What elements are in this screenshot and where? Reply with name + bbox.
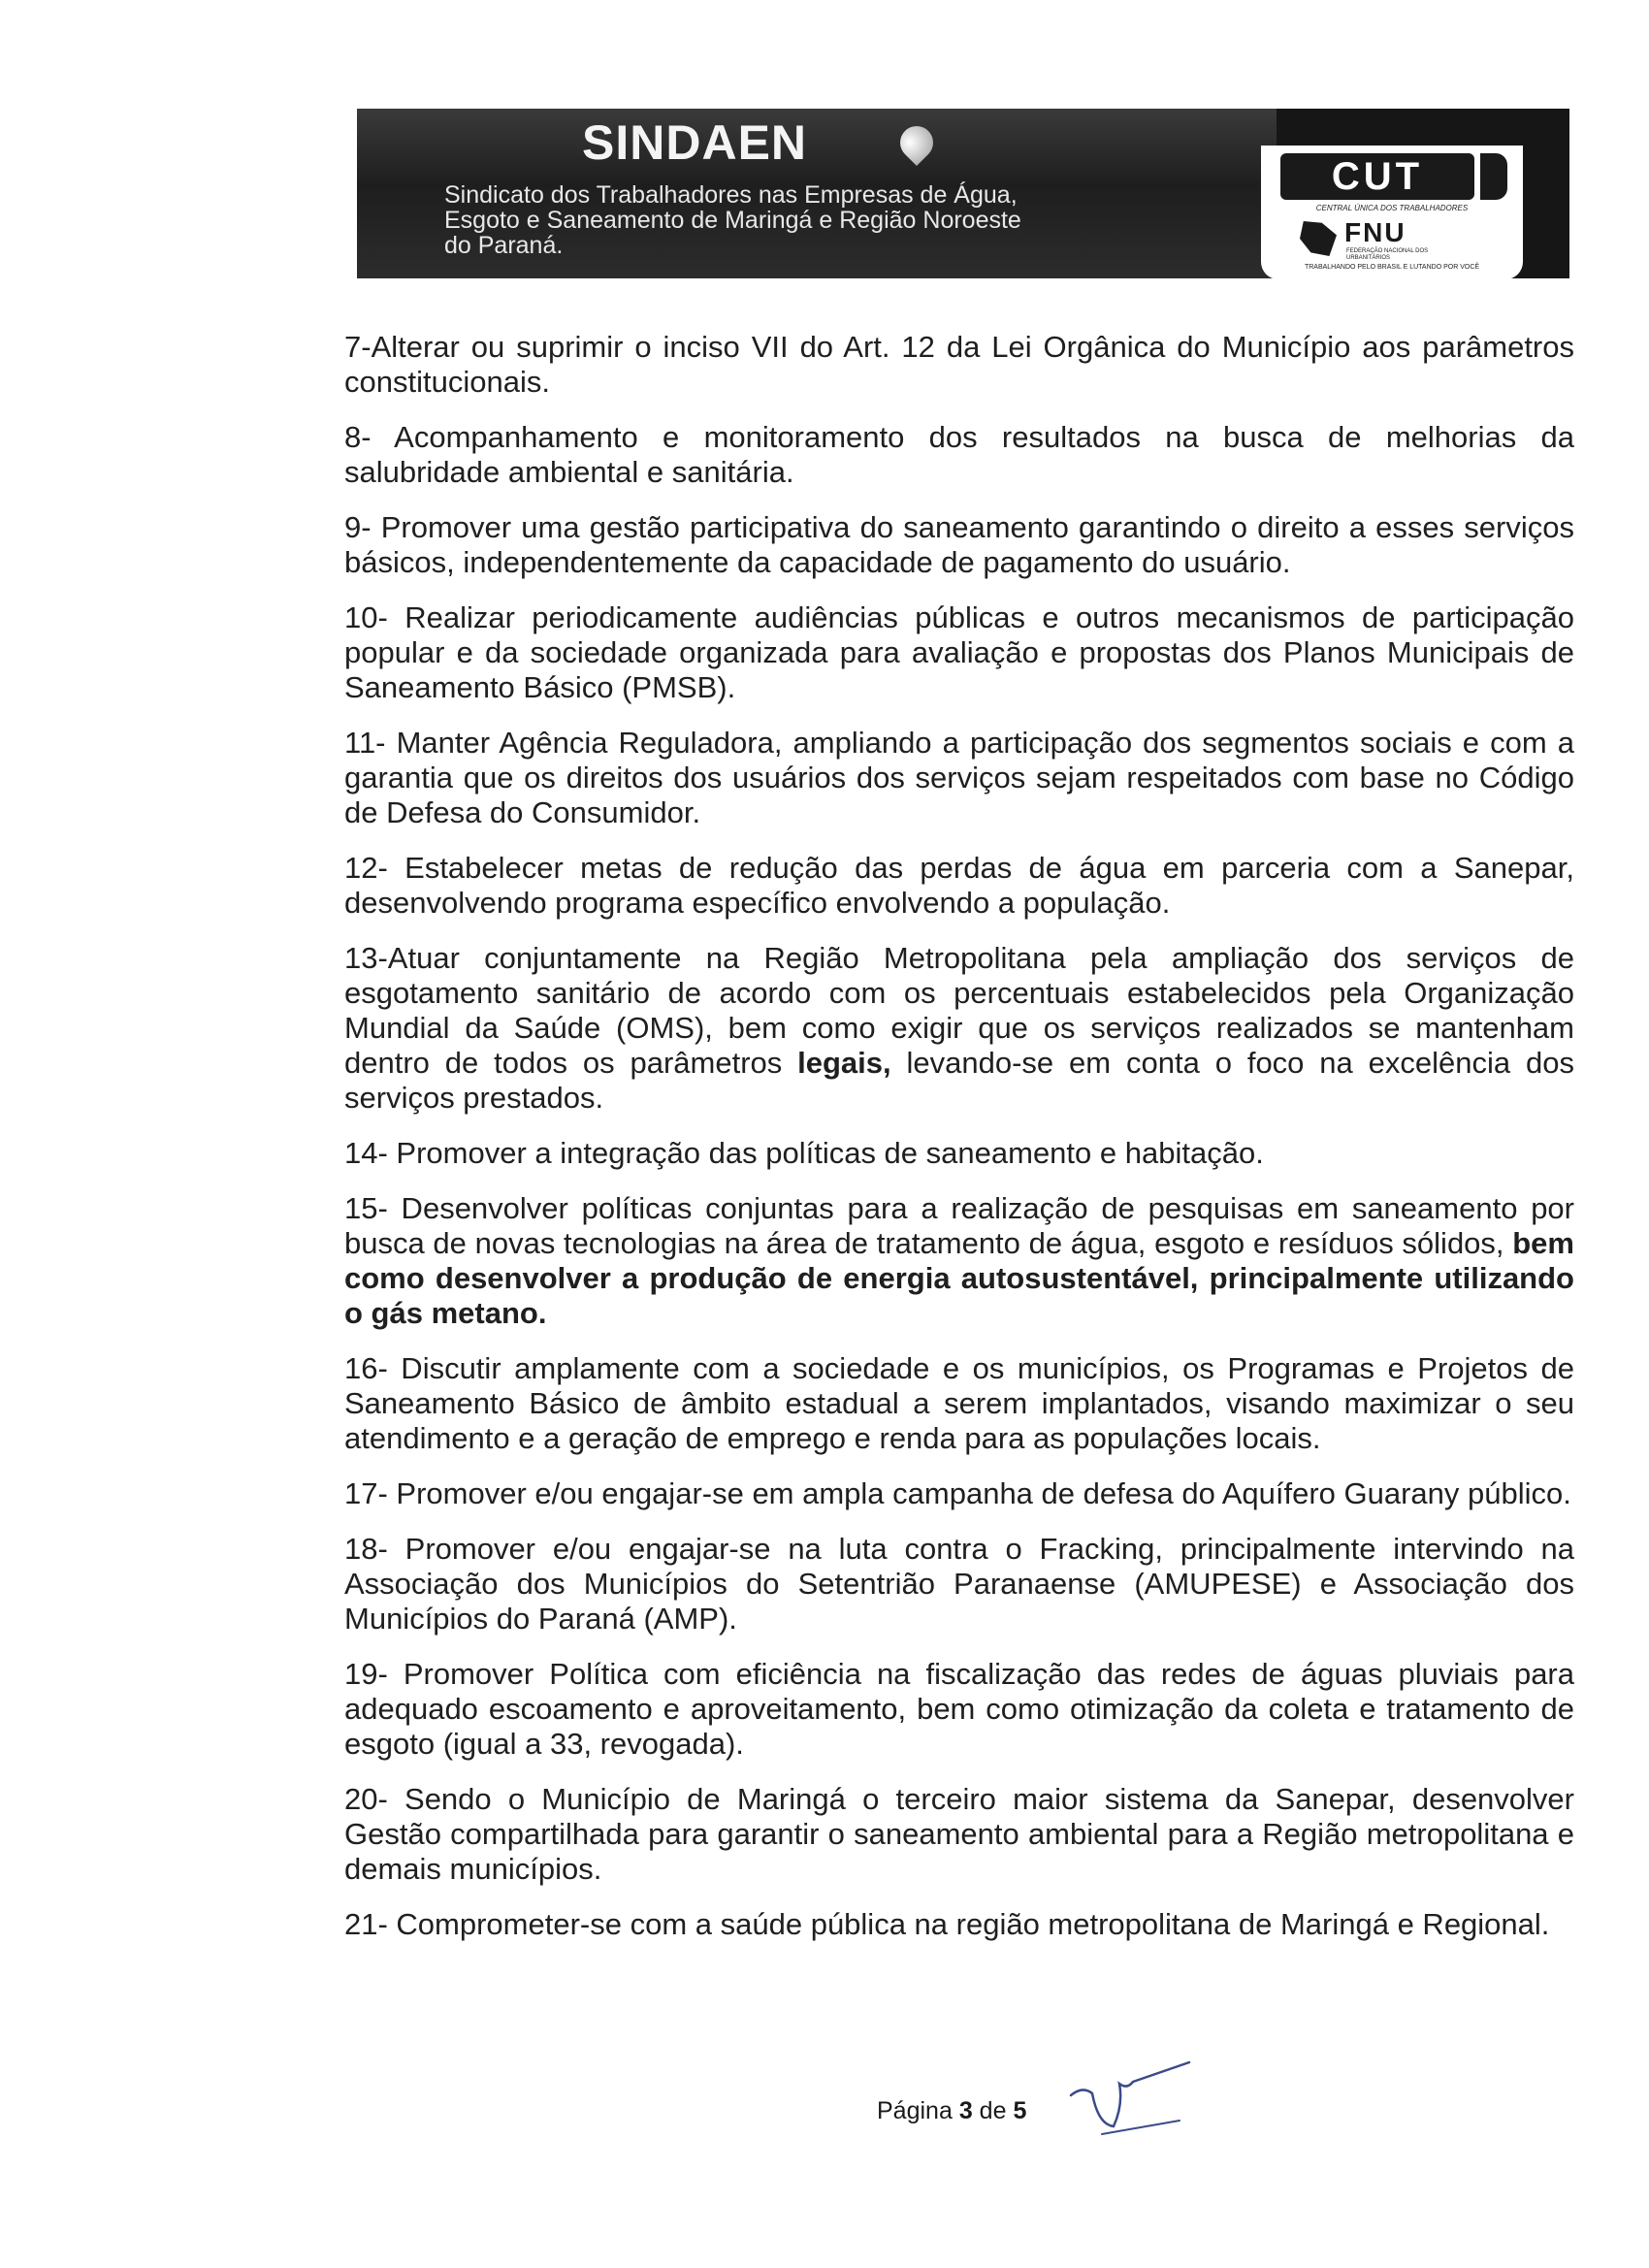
list-item: 14- Promover a integração das políticas de saneamento e habitação. bbox=[344, 1136, 1264, 1170]
fnu-logo bbox=[1300, 217, 1513, 262]
list-item: 19- Promover Política com eficiência na fiscalização das redes de águas pluviais para adequado escoamento e aproveitamento, bem como otimização da coleta e tratamento de esgoto (igual a 33, revogada). bbox=[344, 1657, 1574, 1761]
list-item: 20- Sendo o Município de Maringá o terceiro maior sistema da Sanepar, desenvolver Gestão compartilhada para garantir o saneamento ambiental para a Região metropolitana e demais municípios. bbox=[344, 1782, 1574, 1886]
document-body bbox=[344, 330, 1574, 1962]
list-item: 8- Acompanhamento e monitoramento dos resultados na busca de melhorias da salubridade ambiental e sanitária. bbox=[344, 420, 1574, 489]
list-item: 18- Promover e/ou engajar-se na luta contra o Fracking, principalmente intervindo na Associação dos Municípios do Setentrião Paranaense (AMUPESE) e Associação dos Municípios do Paraná (AMP). bbox=[344, 1532, 1574, 1636]
brazil-map-icon bbox=[1300, 221, 1337, 256]
list-item: 13-Atuar conjuntamente na Região Metropolitana pela ampliação dos serviços de esgotamento sanitário de acordo com os percentuais estabelecidos pela Organização Mundial da Saúde (OMS), bem como exigir que os serviços realizados se mantenham dentro de todos os parâmetros legais, levando-se em conta o foco na excelência dos serviços prestados. bbox=[344, 941, 1574, 1115]
list-item: 17- Promover e/ou engajar-se em ampla campanha de defesa do Aquífero Guarany público. bbox=[344, 1476, 1571, 1510]
bold-text: bem como desenvolver a produção de energia autosustentável, principalmente utilizando o gás metano. bbox=[344, 1226, 1574, 1330]
list-item: 7-Alterar ou suprimir o inciso VII do Art. 12 da Lei Orgânica do Município aos parâmetros constitucionais. bbox=[344, 330, 1574, 399]
cut-logo-tail bbox=[1480, 153, 1507, 200]
fnu-text: FNU bbox=[1344, 217, 1406, 247]
cut-caption: CENTRAL ÚNICA DOS TRABALHADORES bbox=[1315, 204, 1469, 212]
list-item: 9- Promover uma gestão participativa do saneamento garantindo o direito a esses serviços básicos, independentemente da capacidade de pagamento do usuário. bbox=[344, 510, 1574, 579]
list-item: 16- Discutir amplamente com a sociedade e os municípios, os Programas e Projetos de Saneamento Básico de âmbito estadual a serem implantados, visando maximizar o seu atendimento e a geração de emprego e renda para as populações locais. bbox=[344, 1351, 1574, 1455]
list-item: 15- Desenvolver políticas conjuntas para a realização de pesquisas em saneamento por busca de novas tecnologias na área de tratamento de água, esgoto e resíduos sólidos, bem como desenvolver a produção de energia autosustentável, principalmente utilizando o gás metano. bbox=[344, 1191, 1574, 1330]
list-item: 21- Comprometer-se com a saúde pública na região metropolitana de Maringá e Regional. bbox=[344, 1907, 1550, 1941]
list-item: 12- Estabelecer metas de redução das perdas de água em parceria com a Sanepar, desenvolvendo programa específico envolvendo a população. bbox=[344, 851, 1574, 920]
fnu-subtext: FEDERAÇÃO NACIONAL DOS URBANITÁRIOS bbox=[1346, 248, 1429, 261]
list-item: 10- Realizar periodicamente audiências públicas e outros mecanismos de participação popular e da sociedade organizada para avaliação e propostas dos Planos Municipais de Saneamento Básico (PMSB). bbox=[344, 600, 1574, 704]
header-banner bbox=[357, 109, 1277, 278]
cut-logo: CUT bbox=[1280, 153, 1474, 200]
org-name: SINDAEN bbox=[582, 115, 808, 170]
fnu-caption: TRABALHANDO PELO BRASIL E LUTANDO POR VOCÊ bbox=[1304, 264, 1480, 271]
water-drop-icon bbox=[893, 119, 940, 166]
org-subtitle: Sindicato dos Trabalhadores nas Empresas de Água, Esgoto e Saneamento de Maringá e Região Noroeste do Paraná. bbox=[444, 181, 1021, 259]
page-number: Página 3 de 5 bbox=[877, 2097, 1027, 2124]
signature-initials bbox=[1063, 2057, 1199, 2144]
bold-text: legais, bbox=[797, 1046, 891, 1080]
list-item: 11- Manter Agência Reguladora, ampliando a participação dos segmentos sociais e com a garantia que os direitos dos usuários dos serviços sejam respeitados com base no Código de Defesa do Consumidor. bbox=[344, 726, 1574, 829]
partner-logos bbox=[1261, 146, 1523, 279]
